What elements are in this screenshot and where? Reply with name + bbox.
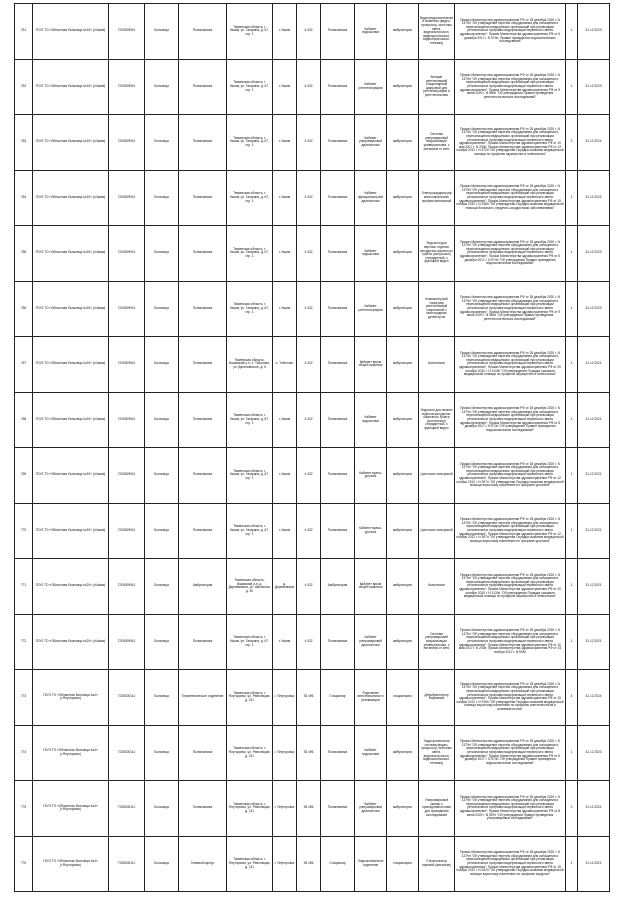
cell-settlement: г. Ишим <box>273 614 297 670</box>
table-row <box>15 725 610 781</box>
cell-deadline-date: 31.12.2021 <box>578 836 610 892</box>
cell-address: Тюменская область, г. Ишим, ул. Гагарина, д. 67, стр. 1 <box>227 59 273 115</box>
cell-equipment-name: Стерилизатор паровой (автоклав) <box>419 836 455 892</box>
cell-settlement: г. Ялуторовск <box>273 725 297 781</box>
cell-care-kind: амбулаторно <box>387 392 419 448</box>
cell-inn-code: 7205009941 <box>109 559 145 615</box>
cell-row-number: 775 <box>15 781 33 837</box>
cell-population-code: 4 432 <box>297 4 321 60</box>
cell-row-number: 772 <box>15 614 33 670</box>
cell-row-number: 762 <box>15 59 33 115</box>
cell-address: Тюменская область, Ишимский р-н, с. Тоболово, ул. Даниловского, д. 5 <box>227 337 273 393</box>
cell-care-kind: амбулаторно <box>387 59 419 115</box>
cell-room-name: Кабинет функциональной диагностики <box>355 170 387 226</box>
cell-department: Поликлиника <box>179 448 227 504</box>
cell-inn-code: 7228000111 <box>109 836 145 892</box>
cell-care-kind: стационарно <box>387 836 419 892</box>
table-row <box>15 4 610 60</box>
cell-quantity: 1 <box>566 725 578 781</box>
cell-care-kind: амбулаторно <box>387 725 419 781</box>
cell-settlement: д. Деревянкина <box>273 559 297 615</box>
cell-deadline-date: 31.12.2023 <box>578 59 610 115</box>
cell-department: Поликлиника <box>179 170 227 226</box>
cell-address: Тюменская область, г. Ялуторовск, ул. Революции, д. 211 <box>227 725 273 781</box>
cell-department: Поликлиника <box>179 781 227 837</box>
cell-inn-code: 7205009941 <box>109 614 145 670</box>
cell-room-name: Кабинет эндоскопии <box>355 4 387 60</box>
cell-organization-name: ГБУЗ ТО «Областная больница №20» (г.Ишим) <box>33 337 109 393</box>
cell-quantity: 1 <box>566 226 578 282</box>
cell-deadline-date: 31.12.2023 <box>578 170 610 226</box>
cell-unit-type: Поликлиника <box>321 59 355 115</box>
cell-population-code: 4 432 <box>297 614 321 670</box>
cell-deadline-date: 31.12.2023 <box>578 4 610 60</box>
cell-organization-name: ГБУЗ ТО «Областная больница №20» (г.Ишим) <box>33 281 109 337</box>
cell-equipment-name: Компьютерный томограф рентгеновский спиральный с многорядным детектором <box>419 281 455 337</box>
cell-room-name: Кабинет ультразвуковой диагностики <box>355 115 387 171</box>
cell-address: Тюменская область, г. Ишим, ул. Гагарина, д. 67, стр. 1 <box>227 392 273 448</box>
cell-room-name: Кабинет врача-уролога <box>355 503 387 559</box>
cell-organization-name: ГБУЗ ТО «Областная больница №20» (г.Ишим) <box>33 448 109 504</box>
cell-department: Поликлиника <box>179 392 227 448</box>
cell-population-code: 35 496 <box>297 836 321 892</box>
cell-organization-name: ГБУЗ ТО «Областная больница №4» (г.Ялуторовск) <box>33 725 109 781</box>
cell-deadline-date: 31.12.2021 <box>578 559 610 615</box>
cell-unit-type: Поликлиника <box>321 392 355 448</box>
cell-settlement: г. Ялуторовск <box>273 781 297 837</box>
cell-facility-type: Больница <box>145 226 179 282</box>
cell-address: Тюменская область, г. Ялуторовск, ул. Революции, д. 211 <box>227 781 273 837</box>
cell-regulation-reference: Приказ Министерства здравоохранения РФ от 28 декабря 2020 г. N 1379н "Об утверждении перечня оборудования для оснащения и переоснащения медицинских организаций при реализации региональных программ модернизации первичного звена здравоохранения"; Приказ Министерства здравоохранения РФ от 15 ноября 2012 г. N 918н "Об утверждении Порядка оказания медицинской помощи больным с сердечно-сосудистыми заболеваниями" <box>455 170 566 226</box>
cell-population-code: 4 432 <box>297 448 321 504</box>
cell-deadline-date: 31.12.2024 <box>578 781 610 837</box>
cell-address: Тюменская область, г. Ялуторовск, ул. Революции, д. 211 <box>227 836 273 892</box>
cell-address: Тюменская область, г. Ишим, ул. Гагарина, д. 67, стр. 1 <box>227 226 273 282</box>
cell-inn-code: 7205009941 <box>109 392 145 448</box>
cell-organization-name: ГБУЗ ТО «Областная больница №20» (г.Ишим) <box>33 226 109 282</box>
cell-care-kind: амбулаторно <box>387 614 419 670</box>
cell-population-code: 35 496 <box>297 670 321 726</box>
cell-regulation-reference: Приказ Министерства здравоохранения РФ от 28 декабря 2020 г. N 1379н "Об утверждении перечня оборудования для оснащения и переоснащения медицинских организаций при реализации региональных программ модернизации первичного звена здравоохранения"; Приказ Министерства здравоохранения РФ от 15 ноября 2012 г. N 922н "Об утверждении Порядка оказания медицинской помощи взрослому населению по профилю хирургия" <box>455 836 566 892</box>
cell-equipment-name: Система ультразвуковой визуализации универсальная, с питанием от сети <box>419 614 455 670</box>
cell-unit-type: Поликлиника <box>321 115 355 171</box>
cell-address: Тюменская область, г. Ялуторовск, ул. Революции, д. 211 <box>227 670 273 726</box>
cell-unit-type: Поликлиника <box>321 337 355 393</box>
cell-settlement: г. Ишим <box>273 226 297 282</box>
cell-regulation-reference: Приказ Министерства здравоохранения РФ от 28 декабря 2020 г. N 1379н "Об утверждении перечня оборудования для оснащения и переоснащения медицинских организаций при реализации региональных программ модернизации первичного звена здравоохранения"; Приказ Министерства здравоохранения РФ от 9 июня 2020 г. N 560н "Об утверждении Правил проведения рентгенологических исследований" <box>455 281 566 337</box>
cell-equipment-name: Видеоэндоскопический комплекс (видео-процессор, источник света, видеогастроскоп, видеоколоноскоп, видеобронхоскоп, тележка) <box>419 4 455 60</box>
cell-inn-code: 7205009941 <box>109 4 145 60</box>
cell-unit-type: Поликлиника <box>321 170 355 226</box>
cell-room-name: Эндоскопическое отделение <box>355 836 387 892</box>
table-row <box>15 614 610 670</box>
cell-equipment-name: Кольпоскоп <box>419 559 455 615</box>
cell-facility-type: Больница <box>145 4 179 60</box>
cell-inn-code: 7205009941 <box>109 281 145 337</box>
cell-equipment-name: Электрокардиограф многоканальный, профессиональный <box>419 170 455 226</box>
table-row <box>15 503 610 559</box>
cell-regulation-reference: Приказ Министерства здравоохранения РФ от 28 декабря 2020 г. N 1379н "Об утверждении перечня оборудования для оснащения и переоснащения медицинских организаций при реализации региональных программ модернизации первичного звена здравоохранения"; Приказ Министерства здравоохранения РФ от 6 декабря 2017 г. N 974н "Об утверждении Правил проведения эндоскопических исследований" <box>455 226 566 282</box>
cell-population-code: 4 432 <box>297 392 321 448</box>
cell-regulation-reference: Приказ Министерства здравоохранения РФ от 28 декабря 2020 г. N 1379н "Об утверждении перечня оборудования для оснащения и переоснащения медицинских организаций при реализации региональных программ модернизации первичного звена здравоохранения"; Приказ Министерства здравоохранения РФ от 10 мая 2017 г. N 203н; Приказ Министерства здравоохранения РФ от 12 ноября 2012 г. N 572н "Об утверждении Порядка оказания медицинской помощи по профилю акушерство и гинекология" <box>455 115 566 171</box>
cell-population-code: 4 432 <box>297 59 321 115</box>
cell-population-code: 4 432 <box>297 559 321 615</box>
cell-inn-code: 7205009941 <box>109 115 145 171</box>
cell-regulation-reference: Приказ Министерства здравоохранения РФ от 28 декабря 2020 г. N 1379н "Об утверждении перечня оборудования для оснащения и переоснащения медицинских организаций при реализации региональных программ модернизации первичного звена здравоохранения"; Приказ Министерства здравоохранения РФ от 8 июня 2020 г. N 557н "Об утверждении Правил проведения ультразвуковых исследований" <box>455 781 566 837</box>
cell-settlement: г. Ялуторовск <box>273 836 297 892</box>
cell-organization-name: ГБУЗ ТО «Областная больница №4» (г.Ялуторовск) <box>33 670 109 726</box>
cell-department: Поликлиника <box>179 4 227 60</box>
table-row <box>15 337 610 393</box>
cell-equipment-name: Дефибриллятор бифазный <box>419 670 455 726</box>
cell-inn-code: 7205009941 <box>109 337 145 393</box>
cell-inn-code: 7205009941 <box>109 448 145 504</box>
cell-quantity: 1 <box>566 337 578 393</box>
cell-department: Поликлиника <box>179 725 227 781</box>
cell-facility-type: Больница <box>145 281 179 337</box>
cell-facility-type: Больница <box>145 448 179 504</box>
cell-department: Поликлиника <box>179 503 227 559</box>
cell-inn-code: 7205009941 <box>109 226 145 282</box>
cell-unit-type: Поликлиника <box>321 503 355 559</box>
cell-room-name: Кабинет врача общей практики <box>355 559 387 615</box>
cell-room-name: Кабинет эндоскопии <box>355 725 387 781</box>
cell-unit-type: Поликлиника <box>321 4 355 60</box>
cell-quantity: 1 <box>566 59 578 115</box>
cell-facility-type: Больница <box>145 170 179 226</box>
cell-settlement: г. Ишим <box>273 281 297 337</box>
cell-quantity: 1 <box>566 503 578 559</box>
cell-organization-name: ГБУЗ ТО «Областная больница №20» (г.Ишим) <box>33 503 109 559</box>
cell-regulation-reference: Приказ Министерства здравоохранения РФ от 28 декабря 2020 г. N 1379н "Об утверждении перечня оборудования для оснащения и переоснащения медицинских организаций при реализации региональных программ модернизации первичного звена здравоохранения"; Приказ Министерства здравоохранения РФ от 20 октября 2020 г. N 1130н "Об утверждении Порядка оказания медицинской помощи по профилю акушерство и гинекология" <box>455 337 566 393</box>
table-row <box>15 115 610 171</box>
cell-address: Тюменская область, Ишимский р-н, д. Деревянкина, ул. Школьная, д. 30 <box>227 559 273 615</box>
cell-room-name: Кабинет врача общей практики <box>355 337 387 393</box>
cell-organization-name: ГБУЗ ТО «Областная больница №20» (г.Ишим) <box>33 170 109 226</box>
cell-department: Главный корпус <box>179 836 227 892</box>
cell-equipment-name: Эндоскопическая система (видео-процессор, источник света, видеогастроскоп, видеоколоноскоп, тележка) <box>419 725 455 781</box>
table-row <box>15 392 610 448</box>
cell-equipment-name: Кольпоскоп <box>419 337 455 393</box>
cell-facility-type: Больница <box>145 392 179 448</box>
cell-regulation-reference: Приказ Министерства здравоохранения РФ от 28 декабря 2020 г. N 1379н "Об утверждении перечня оборудования для оснащения и переоснащения медицинских организаций при реализации региональных программ модернизации первичного звена здравоохранения"; Приказ Министерства здравоохранения РФ от 6 декабря 2017 г. N 974н "Об утверждении Правил проведения эндоскопических исследований" <box>455 725 566 781</box>
cell-row-number: 765 <box>15 226 33 282</box>
cell-population-code: 4 432 <box>297 281 321 337</box>
cell-room-name: Кабинет рентгенографии <box>355 281 387 337</box>
equipment-register-table <box>14 3 610 892</box>
cell-care-kind: амбулаторно <box>387 115 419 171</box>
cell-address: Тюменская область, г. Ишим, ул. Гагарина, д. 67, стр. 1 <box>227 170 273 226</box>
cell-facility-type: Больница <box>145 559 179 615</box>
cell-care-kind: амбулаторно <box>387 170 419 226</box>
cell-settlement: г. Ишим <box>273 503 297 559</box>
cell-quantity: 1 <box>566 448 578 504</box>
cell-unit-type: Амбулатория <box>321 559 355 615</box>
cell-deadline-date: 31.12.2024 <box>578 115 610 171</box>
cell-room-name: Кабинет эндоскопии <box>355 226 387 282</box>
cell-facility-type: Больница <box>145 725 179 781</box>
cell-care-kind: амбулаторно <box>387 448 419 504</box>
cell-facility-type: Больница <box>145 781 179 837</box>
cell-regulation-reference: Приказ Министерства здравоохранения РФ от 28 декабря 2020 г. N 1379н "Об утверждении перечня оборудования для оснащения и переоснащения медицинских организаций при реализации региональных программ модернизации первичного звена здравоохранения"; Приказ Министерства здравоохранения РФ от 9 июня 2020 г. N 560н "Об утверждении Правил проведения рентгенологических исследований" <box>455 59 566 115</box>
cell-regulation-reference: Приказ Министерства здравоохранения РФ от 28 декабря 2020 г. N 1379н "Об утверждении перечня оборудования для оснащения и переоснащения медицинских организаций при реализации региональных программ модернизации первичного звена здравоохранения"; Приказ Министерства здравоохранения РФ от 12 ноября 2012 г. N 907н "Об утверждении Порядка оказания медицинской помощи взрослому населению по профилю урология" <box>455 448 566 504</box>
cell-room-name: Кабинет рентгенографии <box>355 59 387 115</box>
cell-inn-code: 7228000111 <box>109 670 145 726</box>
cell-care-kind: амбулаторно <box>387 781 419 837</box>
cell-address: Тюменская область, г. Ишим, ул. Гагарина, д. 67, стр. 1 <box>227 115 273 171</box>
table-row <box>15 559 610 615</box>
table-row <box>15 448 610 504</box>
cell-equipment-name: Система ультразвуковой визуализации универсальная, с питанием от сети <box>419 115 455 171</box>
cell-deadline-date: 31.12.2021 <box>578 337 610 393</box>
cell-row-number: 776 <box>15 836 33 892</box>
table-row <box>15 226 610 282</box>
cell-unit-type: Поликлиника <box>321 281 355 337</box>
cell-organization-name: ГБУЗ ТО «Областная больница №20» (г.Ишим) <box>33 614 109 670</box>
cell-department: Поликлиника <box>179 59 227 115</box>
cell-regulation-reference: Приказ Министерства здравоохранения РФ от 28 декабря 2020 г. N 1379н "Об утверждении перечня оборудования для оснащения и переоснащения медицинских организаций при реализации региональных программ модернизации первичного звена здравоохранения"; Приказ Министерства здравоохранения РФ от 20 октября 2020 г. N 1130н "Об утверждении Порядка оказания медицинской помощи по профилю акушерство и гинекология" <box>455 559 566 615</box>
cell-quantity: 4 <box>566 670 578 726</box>
cell-equipment-name: Эндоскоп для верхних отделов желудочно-кишечного тракта (гастроскоп) стандартный, с функцией видео <box>419 226 455 282</box>
cell-quantity: 1 <box>566 281 578 337</box>
cell-organization-name: ГБУЗ ТО «Областная больница №4» (г.Ялуторовск) <box>33 836 109 892</box>
cell-facility-type: Больница <box>145 614 179 670</box>
cell-care-kind: амбулаторно <box>387 4 419 60</box>
table-row <box>15 670 610 726</box>
cell-room-name: Кабинет эндоскопии <box>355 392 387 448</box>
table-row <box>15 281 610 337</box>
cell-address: Тюменская область, г. Ишим, ул. Гагарина, д. 67, стр. 1 <box>227 281 273 337</box>
cell-inn-code: 7228000111 <box>109 781 145 837</box>
cell-population-code: 35 496 <box>297 781 321 837</box>
cell-room-name: Кабинет ультразвуковой диагностики <box>355 614 387 670</box>
cell-care-kind: стационарно <box>387 670 419 726</box>
cell-regulation-reference: Приказ Министерства здравоохранения РФ от 28 декабря 2020 г. N 1379н "Об утверждении перечня оборудования для оснащения и переоснащения медицинских организаций при реализации региональных программ модернизации первичного звена здравоохранения"; Приказ Министерства здравоохранения РФ от 12 ноября 2012 г. N 907н "Об утверждении Порядка оказания медицинской помощи взрослому населению по профилю урология" <box>455 503 566 559</box>
table-row <box>15 836 610 892</box>
cell-unit-type: Поликлиника <box>321 448 355 504</box>
cell-row-number: 767 <box>15 337 33 393</box>
cell-population-code: 4 432 <box>297 503 321 559</box>
cell-care-kind: амбулаторно <box>387 503 419 559</box>
cell-organization-name: ГБУЗ ТО «Областная больница №20» (г.Ишим) <box>33 4 109 60</box>
cell-address: Тюменская область, г. Ишим, ул. Гагарина, д. 67, стр. 1 <box>227 4 273 60</box>
cell-settlement: г. Ишим <box>273 4 297 60</box>
cell-department: Поликлиника <box>179 614 227 670</box>
cell-equipment-name: Ультразвуковой сканер с принадлежностями для проведения исследований <box>419 781 455 837</box>
cell-unit-type: Поликлиника <box>321 781 355 837</box>
cell-facility-type: Больница <box>145 337 179 393</box>
cell-unit-type: Стационар <box>321 670 355 726</box>
cell-facility-type: Больница <box>145 59 179 115</box>
cell-row-number: 774 <box>15 725 33 781</box>
cell-department: Амбулатория <box>179 559 227 615</box>
cell-settlement: г. Ялуторовск <box>273 670 297 726</box>
cell-deadline-date: 31.12.2021 <box>578 392 610 448</box>
cell-unit-type: Поликлиника <box>321 725 355 781</box>
cell-room-name: Кабинет врача-уролога <box>355 448 387 504</box>
cell-row-number: 770 <box>15 503 33 559</box>
cell-regulation-reference: Приказ Министерства здравоохранения РФ от 28 декабря 2020 г. N 1379н "Об утверждении перечня оборудования для оснащения и переоснащения медицинских организаций при реализации региональных программ модернизации первичного звена здравоохранения"; Приказ Министерства здравоохранения РФ от 15 ноября 2012 г. N 919н "Об утверждении Порядка оказания медицинской помощи взрослому населению по профилю анестезиология и реаниматология" <box>455 670 566 726</box>
cell-quantity: 1 <box>566 170 578 226</box>
cell-deadline-date: 31.12.2023 <box>578 281 610 337</box>
cell-facility-type: Больница <box>145 115 179 171</box>
cell-regulation-reference: Приказ Министерства здравоохранения РФ от 28 декабря 2020 г. N 1379н "Об утверждении перечня оборудования для оснащения и переоснащения медицинских организаций при реализации региональных программ модернизации первичного звена здравоохранения"; Приказ Министерства здравоохранения РФ от 6 декабря 2017 г. N 974н; Правил проведения эндоскопических исследований <box>455 4 566 60</box>
cell-address: Тюменская область, г. Ишим, ул. Гагарина, д. 67, стр. 1 <box>227 448 273 504</box>
cell-settlement: г. Ишим <box>273 59 297 115</box>
cell-department: Поликлиника <box>179 115 227 171</box>
table-row <box>15 170 610 226</box>
cell-care-kind: амбулаторно <box>387 226 419 282</box>
cell-quantity: 1 <box>566 559 578 615</box>
cell-row-number: 768 <box>15 392 33 448</box>
cell-row-number: 766 <box>15 281 33 337</box>
cell-inn-code: 7205009941 <box>109 503 145 559</box>
cell-organization-name: ГБУЗ ТО «Областная больница №20» (г.Ишим) <box>33 59 109 115</box>
cell-department: Терапевтическое отделение <box>179 670 227 726</box>
cell-quantity: 2 <box>566 115 578 171</box>
cell-facility-type: Больница <box>145 836 179 892</box>
cell-inn-code: 7205009941 <box>109 170 145 226</box>
cell-facility-type: Больница <box>145 670 179 726</box>
cell-row-number: 771 <box>15 559 33 615</box>
cell-quantity: 1 <box>566 614 578 670</box>
cell-regulation-reference: Приказ Министерства здравоохранения РФ от 28 декабря 2020 г. N 1379н "Об утверждении перечня оборудования для оснащения и переоснащения медицинских организаций при реализации региональных программ модернизации первичного звена здравоохранения"; Приказ Министерства здравоохранения РФ от 6 декабря 2017 г. N 974н "Об утверждении Правил проведения эндоскопических исследований" <box>455 392 566 448</box>
cell-care-kind: амбулаторно <box>387 281 419 337</box>
cell-inn-code: 7228000111 <box>109 725 145 781</box>
table-row <box>15 59 610 115</box>
cell-room-name: Кабинет ультразвуковой диагностики <box>355 781 387 837</box>
cell-quantity: 1 <box>566 4 578 60</box>
cell-deadline-date: 31.12.2021 <box>578 503 610 559</box>
cell-care-kind: амбулаторно <box>387 559 419 615</box>
cell-row-number: 769 <box>15 448 33 504</box>
cell-equipment-name: Эндоскоп для нижних отделов желудочно-кишечного тракта (колоноскоп) стандартный, с функцией видео <box>419 392 455 448</box>
cell-deadline-date: 31.12.2023 <box>578 226 610 282</box>
cell-settlement: г. Ишим <box>273 170 297 226</box>
cell-row-number: 764 <box>15 170 33 226</box>
cell-deadline-date: 31.12.2023 <box>578 725 610 781</box>
cell-regulation-reference: Приказ Министерства здравоохранения РФ от 28 декабря 2020 г. N 1379н "Об утверждении перечня оборудования для оснащения и переоснащения медицинских организаций при реализации региональных программ модернизации первичного звена здравоохранения"; Приказ Министерства здравоохранения РФ от 10 мая 2017 г. N 203н; Приказ Министерства здравоохранения РФ от 15 ноября 2012 г. N 918н <box>455 614 566 670</box>
cell-quantity: 1 <box>566 392 578 448</box>
cell-deadline-date: 31.12.2021 <box>578 448 610 504</box>
cell-room-name: Отделение анестезиологии и реанимации <box>355 670 387 726</box>
cell-organization-name: ГБУЗ ТО «Областная больница №4» (г.Ялуторовск) <box>33 781 109 837</box>
cell-quantity: 2 <box>566 781 578 837</box>
cell-quantity: 1 <box>566 836 578 892</box>
cell-population-code: 4 432 <box>297 337 321 393</box>
cell-address: Тюменская область, г. Ишим, ул. Гагарина, д. 67, стр. 1 <box>227 503 273 559</box>
cell-row-number: 773 <box>15 670 33 726</box>
cell-deadline-date: 31.12.2024 <box>578 670 610 726</box>
cell-equipment-name: Аппарат рентгеновский стационарный цифровой для рентгенографии и рентгеноскопии <box>419 59 455 115</box>
cell-department: Поликлиника <box>179 337 227 393</box>
cell-organization-name: ГБУЗ ТО «Областная больница №20» (г.Ишим) <box>33 115 109 171</box>
cell-department: Поликлиника <box>179 226 227 282</box>
cell-population-code: 4 432 <box>297 170 321 226</box>
cell-population-code: 35 496 <box>297 725 321 781</box>
cell-settlement: с. Тоболово <box>273 337 297 393</box>
cell-unit-type: Поликлиника <box>321 614 355 670</box>
cell-organization-name: ГБУЗ ТО «Областная больница №20» (г.Ишим) <box>33 392 109 448</box>
cell-row-number: 763 <box>15 115 33 171</box>
cell-department: Поликлиника <box>179 281 227 337</box>
cell-settlement: г. Ишим <box>273 448 297 504</box>
cell-inn-code: 7205009941 <box>109 59 145 115</box>
cell-organization-name: ГБУЗ ТО «Областная больница №20» (г.Ишим) <box>33 559 109 615</box>
cell-equipment-name: Цистоскоп смотровой <box>419 503 455 559</box>
table-body <box>15 4 610 892</box>
cell-population-code: 4 432 <box>297 115 321 171</box>
cell-address: Тюменская область, г. Ишим, ул. Гагарина, д. 67, стр. 1 <box>227 614 273 670</box>
cell-deadline-date: 31.12.2021 <box>578 614 610 670</box>
cell-row-number: 761 <box>15 4 33 60</box>
cell-unit-type: Поликлиника <box>321 226 355 282</box>
cell-facility-type: Больница <box>145 503 179 559</box>
cell-care-kind: амбулаторно <box>387 337 419 393</box>
cell-settlement: г. Ишим <box>273 115 297 171</box>
cell-population-code: 4 432 <box>297 226 321 282</box>
table-row <box>15 781 610 837</box>
cell-settlement: г. Ишим <box>273 392 297 448</box>
cell-unit-type: Стационар <box>321 836 355 892</box>
cell-equipment-name: Цистоскоп смотровой <box>419 448 455 504</box>
